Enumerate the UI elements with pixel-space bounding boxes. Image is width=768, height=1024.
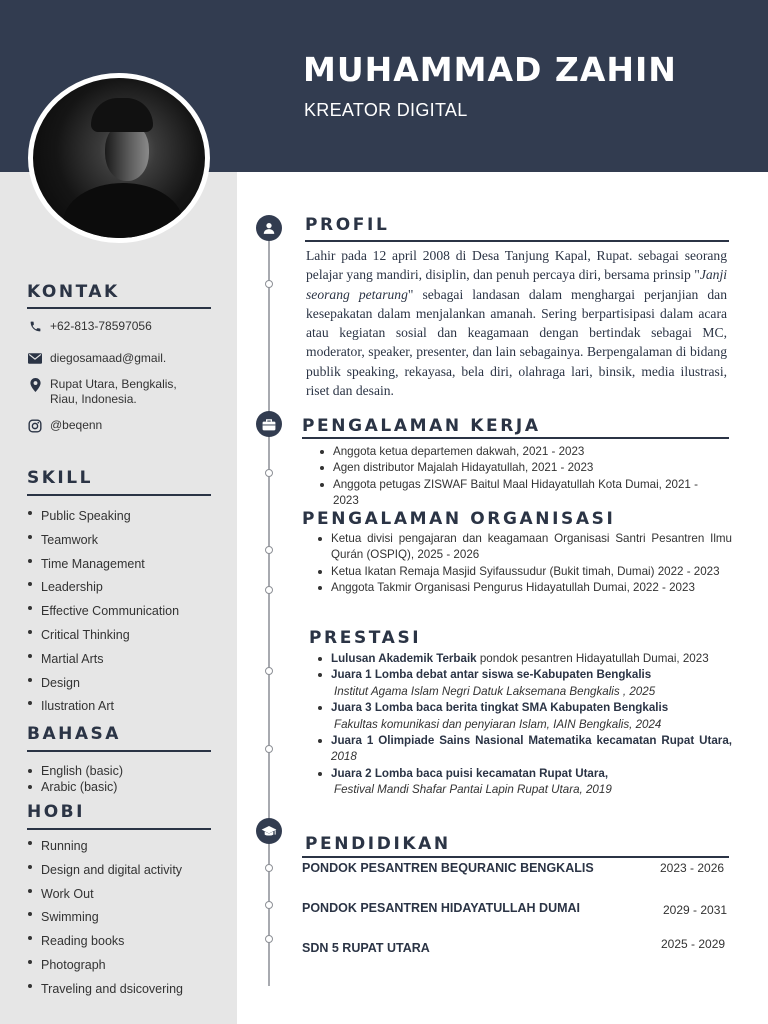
resume-name: MUHAMMAD ZAHIN [303,50,677,89]
list-item: Juara 1 Olimpiade Sains Nasional Matematika kecamatan Rupat Utara, 2018 [315,733,732,766]
education-years-1: 2023 - 2026 [660,861,725,875]
timeline-dot [265,901,273,909]
graduation-cap-icon [256,818,282,844]
email-text: diegosamaad@gmail. [50,351,167,365]
education-years-2: 2029 - 2031 [663,903,728,917]
timeline-dot [265,280,273,288]
timeline-dot [265,864,273,872]
work-experience-list [317,444,709,510]
list-item: Teamwork [27,529,179,553]
education-school-3: SDN 5 RUPAT UTARA [302,941,430,955]
contact-heading: KONTAK [27,282,120,302]
timeline-dot [265,586,273,594]
instagram-icon [27,418,43,433]
profile-heading: PROFIL [305,215,390,235]
list-item: Photograph [27,954,183,978]
contact-email [27,351,166,366]
list-item: Anggota petugas ZISWAF Baitul Maal Hidayatullah Kota Dumai, 2021 - 2023 [317,477,709,510]
list-item: Lulusan Akademik Terbaik pondok pesantren Hidayatullah Dumai, 2023 [315,651,732,667]
person-icon [256,215,282,241]
resume-role: KREATOR DIGITAL [304,100,468,120]
contact-phone [27,319,152,334]
profile-text: Lahir pada 12 april 2008 di Desa Tanjung Kapal, Rupat. sebagai seorang pelajar yang mandiri, disiplin, dan penuh percaya diri, bersama prinsip "Janji seorang petarung" sebagai landasan dalam menghargai perjanjian dan kesepakatan dalam menjalankan amanah. Sering berpartisipasi dalam acara atau kegiatan sosial dan keagamaan dengan bertindak sebagai MC, moderator, speaker, presenter, dan lain sebagainya. Berpengalaman di bidang publik speaking, rekayasa, bela diri, olahraga lari, binsik, media ilustrasi, riset dan desain. [306,248,727,399]
skill-rule [27,494,211,496]
skill-heading: SKILL [27,468,93,488]
location-pin-icon [27,377,43,392]
profile-photo [28,73,210,243]
organization-heading: PENGALAMAN ORGANISASI [302,509,616,529]
list-item: Arabic (basic) [27,779,123,795]
timeline-dot [265,469,273,477]
list-item: Running [27,835,183,859]
list-item: Agen distributor Majalah Hidayatullah, 2021 - 2023 [317,460,709,476]
phone-text: +62-813-78597056 [50,319,152,333]
list-item: Juara 3 Lomba baca berita tingkat SMA Kabupaten Bengkalis Fakultas komunikasi dan penyiaran Islam, IAIN Bengkalis, 2024 [315,700,732,733]
address-text: Rupat Utara, Bengkalis, Riau, Indonesia. [50,377,177,406]
timeline-line [268,228,270,986]
education-heading: PENDIDIKAN [305,834,451,854]
timeline-dot [265,667,273,675]
list-item: Juara 1 Lomba debat antar siswa se-Kabupaten Bengkalis Institut Agama Islam Negri Datuk Laksemana Bengkalis , 2025 [315,667,732,700]
list-item: Reading books [27,930,183,954]
list-item: Swimming [27,906,183,930]
timeline-dot [265,546,273,554]
list-item: Martial Arts [27,648,179,672]
education-school-1: PONDOK PESANTREN BEQURANIC BENGKALIS [302,861,594,875]
list-item: Traveling and dsicovering [27,978,183,1002]
skill-list [27,505,179,719]
work-experience-heading: PENGALAMAN KERJA [302,416,541,436]
achievement-heading: PRESTASI [309,628,422,648]
hobby-rule [27,828,211,830]
contact-instagram [27,418,102,433]
timeline-dot [265,745,273,753]
list-item: Time Management [27,553,179,577]
list-item: Effective Communication [27,600,179,624]
list-item: Ketua divisi pengajaran dan keagamaan Organisasi Santri Pesantren Ilmu Qurán (OSPIQ), 2025 - 2026 [315,531,732,564]
hobby-list [27,835,183,1002]
briefcase-icon [256,411,282,437]
list-item: English (basic) [27,763,123,779]
instagram-text: @beqenn [50,418,103,432]
contact-rule [27,307,211,309]
profile-rule [305,240,729,242]
organization-list [315,531,732,597]
list-item: Critical Thinking [27,624,179,648]
achievement-list [315,651,732,799]
phone-icon [27,319,43,334]
list-item: Design and digital activity [27,859,183,883]
language-heading: BAHASA [27,724,121,744]
list-item: Ilustration Art [27,695,179,719]
list-item: Work Out [27,883,183,907]
list-item: Anggota Takmir Organisasi Pengurus Hidayatullah Dumai, 2022 - 2023 [315,580,732,596]
mail-icon [27,351,43,366]
education-rule [302,856,729,858]
education-years-3: 2025 - 2029 [661,937,726,951]
hobby-heading: HOBI [27,802,85,822]
timeline-dot [265,935,273,943]
list-item: Juara 2 Lomba baca puisi kecamatan Rupat Utara, Festival Mandi Shafar Pantai Lapin Rupat Utara, 2019 [315,766,732,799]
list-item: Ketua Ikatan Remaja Masjid Syifaussudur (Bukit timah, Dumai) 2022 - 2023 [315,564,732,580]
language-rule [27,750,211,752]
list-item: Leadership [27,576,179,600]
list-item: Anggota ketua departemen dakwah, 2021 - 2023 [317,444,709,460]
list-item: Public Speaking [27,505,179,529]
list-item: Design [27,672,179,696]
education-school-2: PONDOK PESANTREN HIDAYATULLAH DUMAI [302,901,581,915]
language-list [27,763,123,795]
contact-address [27,377,177,407]
work-experience-rule [302,437,729,439]
